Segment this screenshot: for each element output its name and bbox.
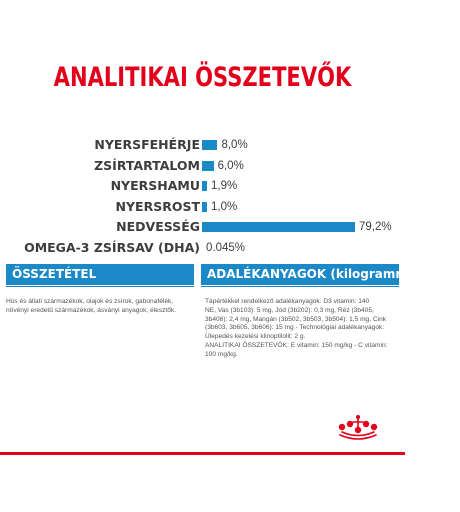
nutrient-label: NEDVESSÉG bbox=[116, 219, 200, 234]
nutrient-row bbox=[0, 239, 405, 257]
additives-divider bbox=[201, 286, 399, 287]
nutrient-value: 6,0% bbox=[217, 159, 244, 172]
nutrient-value: 1,0% bbox=[211, 200, 238, 213]
additives-header bbox=[201, 264, 460, 285]
nutrient-label: ZSÍRTARTALOM bbox=[94, 157, 200, 173]
page-title: ANALITIKAI ÖSSZETEVŐK bbox=[53, 62, 352, 93]
nutrient-value: 79,2% bbox=[359, 221, 392, 233]
nutrient-row bbox=[0, 218, 405, 236]
nutrient-value: 1,9% bbox=[211, 180, 238, 192]
additives-line: 100 mg/kg. bbox=[205, 350, 238, 358]
additives-line: NE, Vas (3b103): 5 mg, Jód (3b202): 0,3 mg, Réz (3b405, bbox=[205, 306, 374, 314]
composition-line: Hús és állati származékok, olajok és zsírok, gabonafélék, bbox=[6, 298, 174, 305]
composition-text bbox=[6, 298, 194, 316]
nutrient-row bbox=[0, 157, 405, 175]
additives-line: ANALITIKAI ÖSSZETEVŐK: E vitamin: 150 mg/kg - C vitamin: bbox=[205, 341, 388, 349]
nutrient-label: NYERSROST bbox=[115, 198, 200, 214]
nutrient-label: NYERSHAMU bbox=[110, 178, 200, 193]
nutrient-label: OMEGA-3 ZSÍRSAV (DHA) bbox=[24, 239, 200, 255]
nutrient-bar bbox=[202, 181, 207, 191]
additives-line: Tápértékkel rendelkező adalékanyagok: D3 vitamin: 140 bbox=[205, 298, 370, 305]
bottom-divider bbox=[0, 452, 405, 455]
nutrient-row bbox=[0, 177, 405, 195]
composition-divider bbox=[6, 286, 194, 287]
additives-line: (3b603, 3b605, 3b606): 15 mg - Technológiai adalékanyagok: bbox=[205, 324, 385, 332]
additives-line: Ülepedés kezelési klinoptilolit: 2 g. bbox=[205, 333, 306, 341]
composition-header bbox=[6, 264, 194, 285]
nutrient-bar bbox=[202, 161, 214, 171]
nutrient-bar bbox=[202, 222, 355, 232]
nutrient-row bbox=[0, 136, 405, 154]
nutrient-bar bbox=[202, 202, 207, 212]
composition-line: növényi eredetű származékok, ásványi anyagok, élesztők. bbox=[6, 306, 177, 314]
additives-header-label: ADALÉKANYAGOK (kilogrammonként) bbox=[207, 267, 460, 281]
nutrient-bar bbox=[202, 140, 217, 150]
composition-header-label: ÖSSZETÉTEL bbox=[12, 267, 97, 281]
nutrient-label: NYERSFEHÉRJE bbox=[94, 137, 200, 152]
nutrient-row bbox=[0, 198, 405, 216]
additives-text bbox=[205, 298, 395, 360]
crown-logo-icon bbox=[336, 413, 380, 445]
additives-line: 3b406): 2,4 mg, Mangán (3b502, 3b503, 3b504): 1,5 mg, Cink bbox=[205, 315, 387, 323]
nutrient-value: 0.045% bbox=[206, 241, 246, 254]
nutrient-value: 8,0% bbox=[221, 139, 248, 151]
